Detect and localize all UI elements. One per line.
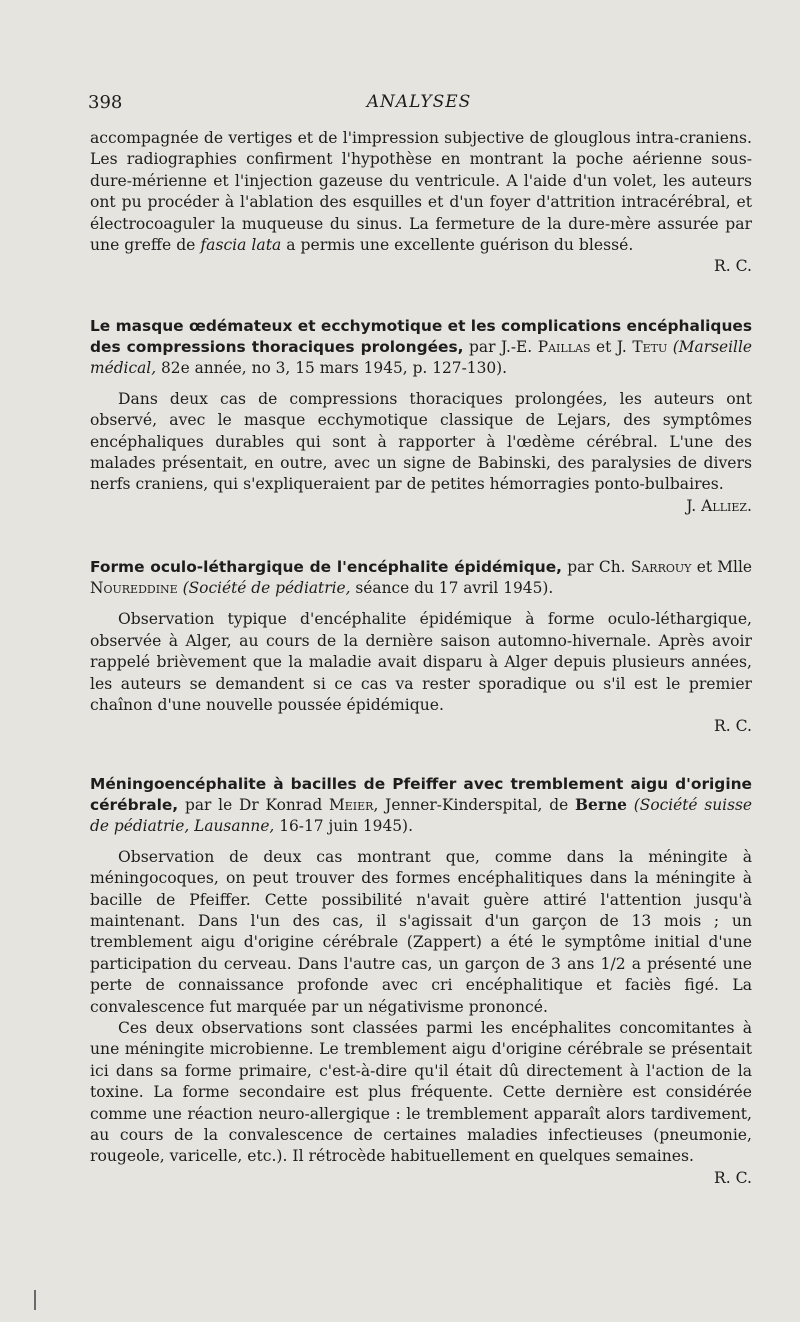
scan-mark xyxy=(34,1290,36,1310)
continuation-section xyxy=(90,128,752,278)
page-content xyxy=(90,128,752,1189)
article-2 xyxy=(90,557,752,737)
article-1-journal: (Marseille médical, xyxy=(90,337,752,377)
article-3 xyxy=(90,774,752,1190)
article-3-title-rest-b: , Jenner-Kinderspital, de xyxy=(373,795,576,814)
article-3-body-2: Ces deux observations sont classées parmi les encéphalites concomitantes à une méningite microbienne. Le tremblement aigu d'origine cérébrale se présentait ici dans sa forme primaire, c'est-à-dire qu'il était dû directement à l'action de la toxine. La forme secondaire est plus fréquente. Cette dernière est considérée comme une réaction neuro-allergique : le tremblement apparaît alors tardivement, au cours de la convalescence de certaines maladies infectieuses (pneumonie, rougeole, varicelle, etc.). Il rétrocède habituellement en quelques semaines. xyxy=(90,1018,752,1166)
article-3-title-rest-a: par le Dr Konrad xyxy=(178,795,330,814)
article-3-title xyxy=(90,774,752,837)
article-2-author-2: Noureddine xyxy=(90,579,178,598)
article-1-signature: J. Alliez. xyxy=(686,496,752,515)
article-2-signature: R. C. xyxy=(714,717,752,736)
article-3-title-bold: Méningoencéphalite à bacilles de Pfeiffer avec tremblement aigu d'origine cérébrale, xyxy=(90,774,752,814)
page-header xyxy=(88,92,750,116)
article-1-title-bold: Le masque œdémateux et ecchymotique et les complications encéphaliques des compressions thoraciques prolongées, xyxy=(90,316,752,356)
article-1-title-rest-a: par J.-E. xyxy=(463,337,538,356)
article-1-author-1: Paillas xyxy=(537,337,591,356)
article-1 xyxy=(90,316,752,517)
running-head: ANALYSES xyxy=(366,92,472,112)
article-1-title xyxy=(90,316,752,379)
article-2-body: Observation typique d'encéphalite épidémique à forme oculo-léthargique, observée à Alger, au cours de la dernière saison automno-hivernale. Après avoir rappelé brièvement que la maladie avait disparu à Alger depuis plusieurs années, les auteurs se demandent si ce cas va rester sporadique ou s'il est le premier chaînon d'une nouvelle poussée épidémique. xyxy=(90,610,752,714)
article-2-citation: séance du 17 avril 1945). xyxy=(350,579,554,598)
article-3-journal: (Société suisse de pédiatrie, Lausanne, xyxy=(90,795,752,835)
article-3-author-1: Meier xyxy=(329,795,374,814)
continuation-signature: R. C. xyxy=(714,257,752,276)
article-3-signature: R. C. xyxy=(714,1168,752,1187)
article-2-author-1: Sarrouy xyxy=(630,558,692,577)
continuation-italic: fascia lata xyxy=(200,236,282,255)
article-3-location: Berne xyxy=(575,795,627,814)
article-2-title-rest-b: et Mlle xyxy=(691,558,752,577)
article-2-title-rest-a: par Ch. xyxy=(561,558,631,577)
article-1-author-2: Tetu xyxy=(632,337,668,356)
article-2-journal: (Société de pédiatrie, xyxy=(182,579,351,598)
page-number: 398 xyxy=(88,92,123,113)
article-2-title xyxy=(90,557,752,599)
article-1-title-rest-b: et J. xyxy=(590,337,633,356)
article-3-citation: 16-17 juin 1945). xyxy=(274,816,413,835)
continuation-text-a: accompagnée de vertiges et de l'impression subjective de glouglous intra-craniens. Les radiographies confirment l'hypothèse en montrant la poche aérienne sous-dure-mérienne et l'injection gazeuse du ventricule. A l'aide d'un volet, les auteurs ont pu procéder à l'ablation des esquilles et d'un foyer d'attrition intracérébral, et électrocoaguler la muqueuse du sinus. La fermeture de la dure-mère assurée par une greffe de xyxy=(90,129,752,255)
article-1-citation: 82e année, no 3, 15 mars 1945, p. 127-130). xyxy=(156,358,508,377)
article-3-body-1: Observation de deux cas montrant que, comme dans la méningite à méningocoques, on peut trouver des formes encéphalitiques dans la méningite à bacille de Pfeiffer. Cette possibilité n'avait guère attiré l'attention jusqu'à maintenant. Dans l'un des cas, il s'agissait d'un garçon de 13 mois ; un tremblement aigu d'origine cérébrale (Zappert) a été le symptôme initial d'une participation du cerveau. Dans l'autre cas, un garçon de 3 ans 1/2 a présenté une perte de connaissance profonde avec cri encéphalitique et faciès figé. La convalescence fut marquée par un négativisme prononcé. xyxy=(90,847,752,1016)
article-2-title-bold: Forme oculo-léthargique de l'encéphalite épidémique, xyxy=(90,558,562,577)
article-1-body: Dans deux cas de compressions thoraciques prolongées, les auteurs ont observé, avec le masque ecchymotique classique de Lejars, des symptômes encéphaliques durables qui sont à rapporter à l'œdème cérébral. L'une des malades présentait, en outre, avec un signe de Babinski, des paralysies de divers nerfs craniens, qui s'expliqueraient par de petites hémorragies ponto-bulbaires. xyxy=(90,389,752,494)
continuation-paragraph xyxy=(90,128,752,256)
continuation-text-b: a permis une excellente guérison du blessé. xyxy=(281,236,634,255)
